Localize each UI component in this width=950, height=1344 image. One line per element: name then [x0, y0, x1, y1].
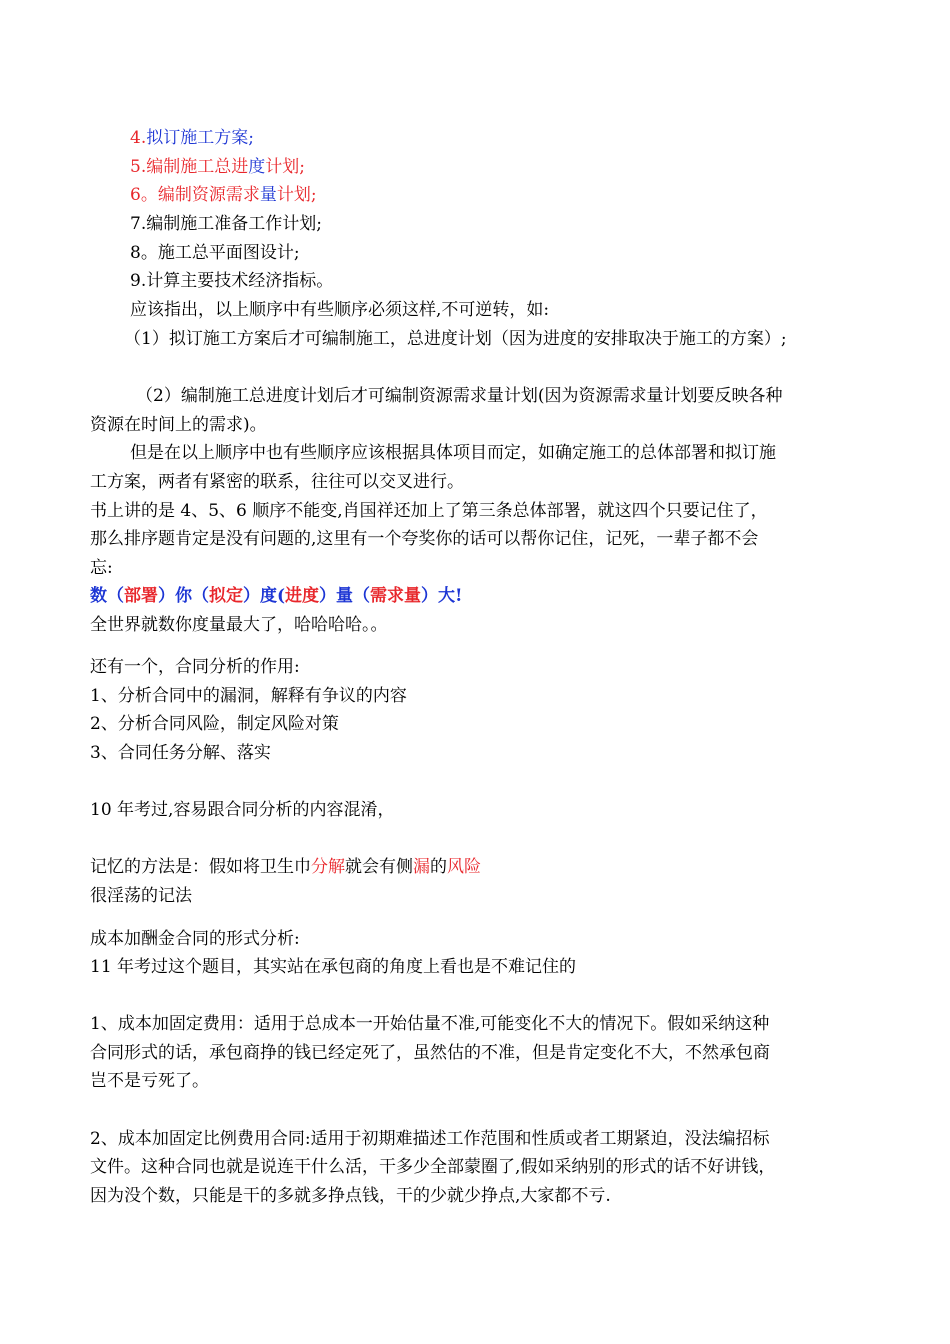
cost-plus-title: 成本加酬金合同的形式分析: — [90, 929, 300, 949]
memory-part-c: 就会有侧 — [345, 857, 413, 877]
list-item-4 — [130, 127, 254, 149]
cost-plus-fixed-line-3: 岂不是亏死了。 — [90, 1071, 209, 1091]
list-item-6 — [130, 184, 317, 206]
list-item-7: 7.编制施工准备工作计划; — [130, 214, 322, 234]
flexible-order-line-2: 工方案，两者有紧密的联系，往往可以交叉进行。 — [90, 472, 464, 492]
mnemonic-seg-5: ）度( — [243, 586, 286, 606]
contract-item-3: 3、合同任务分解、落实 — [90, 743, 271, 763]
mnemonic-seg-4: 拟定 — [209, 586, 243, 606]
book-note-line-1: 书上讲的是 4、5、6 顺序不能变,肖国祥还加上了第三条总体部署，就这四个只要记住了， — [90, 501, 768, 521]
item-5-part-c: 计划; — [265, 157, 305, 177]
contract-item-1: 1、分析合同中的漏洞，解释有争议的内容 — [90, 686, 407, 706]
book-note-line-2: 那么排序题肯定是没有问题的,这里有一个夸奖你的话可以帮你记住，记死，一辈子都不会 — [90, 529, 759, 549]
item-4-number: 4. — [130, 128, 147, 148]
mnemonic-line — [90, 585, 463, 607]
after-mnemonic: 全世界就数你度量最大了，哈哈哈哈。。 — [90, 615, 388, 635]
item-6-part-b: 量 — [259, 185, 277, 205]
contract-item-2: 2、分析合同风险，制定风险对策 — [90, 714, 339, 734]
memory-part-a: 记忆的方法是：假如将卫生巾 — [90, 857, 311, 877]
cost-plus-fixed-line-1: 1、成本加固定费用：适用于总成本一开始估量不准,可能变化不大的情况下。假如采纳这种 — [90, 1014, 770, 1034]
item-6-part-c: 计划; — [276, 185, 317, 205]
list-item-5 — [130, 156, 305, 178]
memory-part-d: 漏 — [413, 857, 430, 877]
mnemonic-seg-9: ）大! — [421, 586, 463, 606]
contract-analysis-intro: 还有一个，合同分析的作用: — [90, 657, 300, 677]
mnemonic-seg-8: 需求量 — [370, 586, 422, 606]
mnemonic-seg-7: ）量（ — [319, 586, 371, 606]
memory-part-e: 的 — [430, 857, 447, 877]
list-item-9: 9.计算主要技术经济指标。 — [130, 271, 334, 291]
book-note-line-3: 忘: — [90, 558, 113, 578]
item-6-part-a: 6。编制资源需求 — [130, 185, 260, 205]
order-note-intro: 应该指出，以上顺序中有些顺序必须这样,不可逆转，如: — [130, 300, 550, 320]
item-4-text: 拟订施工方案; — [146, 128, 254, 148]
mnemonic-seg-2: 部署 — [124, 586, 158, 606]
list-item-8: 8。施工总平面图设计; — [130, 243, 300, 263]
memory-part-b: 分解 — [311, 857, 345, 877]
item-5-part-b: 度 — [248, 157, 266, 177]
memory-part-f: 风险 — [447, 857, 481, 877]
mnemonic-seg-1: 数（ — [90, 586, 124, 606]
cost-plus-fixed-line-2: 合同形式的话，承包商挣的钱已经定死了，虽然估的不准，但是肯定变化不大，不然承包商 — [90, 1043, 770, 1063]
memory-note: 很淫荡的记法 — [90, 886, 192, 906]
mnemonic-seg-6: 进度 — [285, 586, 320, 606]
exam-2010-note: 10 年考过,容易跟合同分析的内容混淆， — [90, 800, 395, 820]
memory-method — [90, 856, 481, 878]
exam-2011-note: 11 年考过这个题目，其实站在承包商的角度上看也是不难记住的 — [90, 957, 577, 977]
order-rule-1: （1）拟订施工方案后才可编制施工，总进度计划（因为进度的安排取决于施工的方案）; — [124, 329, 787, 349]
cost-plus-percentage-line-2: 文件。这种合同也就是说连干什么活，干多少全部蒙圈了,假如采纳别的形式的话不好讲钱， — [90, 1157, 776, 1177]
cost-plus-percentage-line-3: 因为没个数，只能是干的多就多挣点钱，干的少就少挣点,大家都不亏. — [90, 1186, 611, 1206]
flexible-order-line-1: 但是在以上顺序中也有些顺序应该根据具体项目而定，如确定施工的总体部署和拟订施 — [130, 443, 776, 463]
order-rule-2-line-1: （2）编制施工总进度计划后才可编制资源需求量计划(因为资源需求量计划要反映各种 — [136, 386, 783, 406]
cost-plus-percentage-line-1: 2、成本加固定比例费用合同:适用于初期难描述工作范围和性质或者工期紧迫，没法编招标 — [90, 1129, 770, 1149]
mnemonic-seg-3: ）你（ — [158, 586, 209, 606]
item-5-part-a: 5.编制施工总进 — [130, 157, 249, 177]
order-rule-2-line-2: 资源在时间上的需求)。 — [90, 415, 267, 435]
